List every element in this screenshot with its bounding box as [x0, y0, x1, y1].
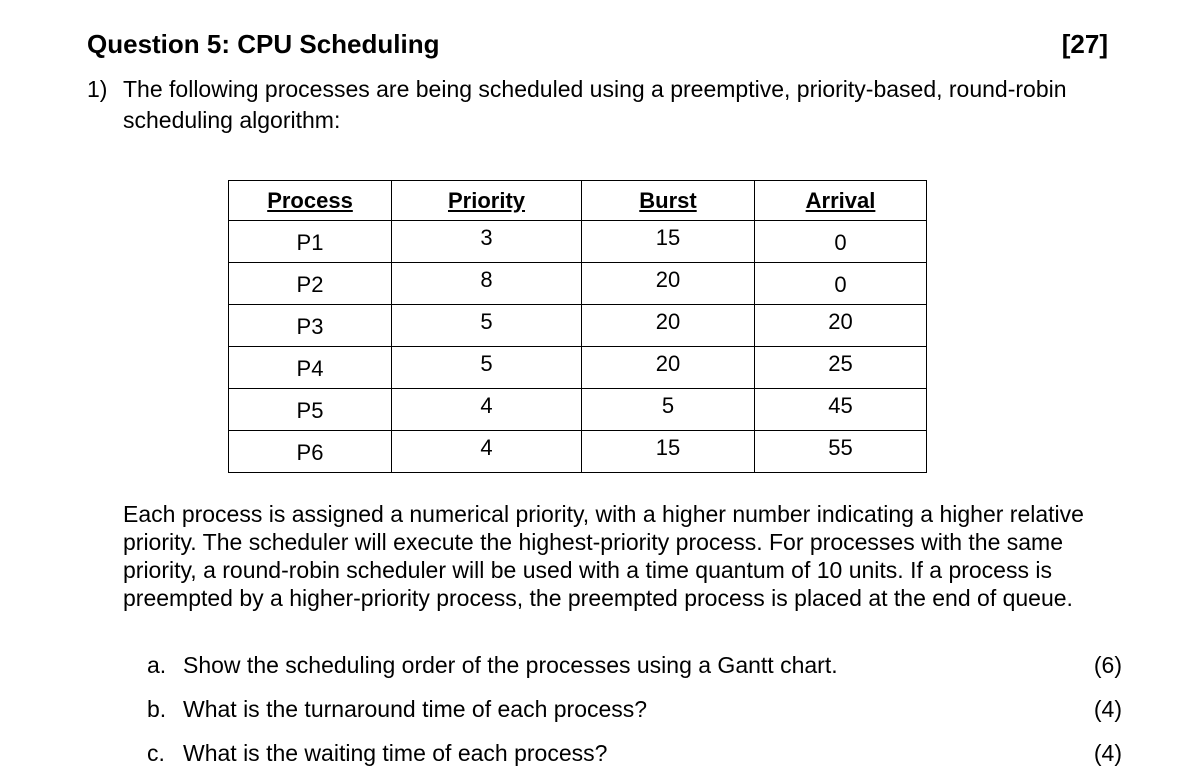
description-paragraph: Each process is assigned a numerical priority, with a higher number indicating a higher relative priority. The scheduler will execute the highest-priority process. For processes with the same priority, a round-robin scheduler will be used with a time quantum of 10 units. If a process is preempted by a higher-priority process, the preempted process is placed at the end of queue.: [123, 501, 1084, 611]
table-row: [229, 305, 927, 347]
cell-priority: 4: [392, 389, 582, 431]
header-arrival: Arrival: [755, 181, 927, 221]
item-number: 1): [87, 76, 108, 102]
question-title: Question 5: CPU Scheduling: [87, 29, 440, 59]
process-table: [228, 180, 927, 473]
subquestion-text: Show the scheduling order of the processes using a Gantt chart.: [183, 652, 838, 678]
cell-process: P6: [229, 431, 392, 473]
subquestion-label: c.: [147, 740, 165, 766]
subquestion-points: (6): [1093, 652, 1122, 678]
subquestion-points: (4): [1093, 696, 1122, 722]
question-marks: [27]: [1061, 29, 1108, 59]
subquestion-label: b.: [147, 696, 167, 722]
cell-priority: 5: [392, 347, 582, 389]
cell-process: P5: [229, 389, 392, 431]
subquestion-a: [147, 650, 1122, 680]
table-row: [229, 263, 927, 305]
cell-priority: 5: [392, 305, 582, 347]
cell-burst: 20: [582, 347, 755, 389]
cell-arrival: 55: [755, 431, 927, 473]
table-row: [229, 221, 927, 263]
cell-burst: 20: [582, 263, 755, 305]
cell-arrival: 25: [755, 347, 927, 389]
cell-arrival: 45: [755, 389, 927, 431]
cell-burst: 5: [582, 389, 755, 431]
header-burst: Burst: [582, 181, 755, 221]
cell-burst: 15: [582, 431, 755, 473]
subquestion-c: [147, 738, 1122, 768]
cell-process: P4: [229, 347, 392, 389]
table-row: [229, 431, 927, 473]
cell-burst: 15: [582, 221, 755, 263]
cell-arrival: 0: [755, 263, 927, 305]
subquestion-text: What is the waiting time of each process?: [183, 740, 608, 766]
cell-arrival: 20: [755, 305, 927, 347]
subquestion-label: a.: [147, 652, 167, 678]
cell-process: P1: [229, 221, 392, 263]
table-row: [229, 389, 927, 431]
cell-priority: 8: [392, 263, 582, 305]
item-text: The following processes are being scheduled using a preemptive, priority-based, round-robin scheduling algorithm:: [123, 76, 1067, 133]
header-priority: Priority: [392, 181, 582, 221]
cell-process: P3: [229, 305, 392, 347]
cell-burst: 20: [582, 305, 755, 347]
subquestion-text: What is the turnaround time of each process?: [183, 696, 648, 722]
cell-priority: 4: [392, 431, 582, 473]
header-process: Process: [229, 181, 392, 221]
cell-arrival: 0: [755, 221, 927, 263]
cell-priority: 3: [392, 221, 582, 263]
subquestion-b: [147, 694, 1122, 724]
subquestion-points: (4): [1093, 740, 1122, 766]
table-row: [229, 347, 927, 389]
table-header-row: [229, 181, 927, 221]
cell-process: P2: [229, 263, 392, 305]
